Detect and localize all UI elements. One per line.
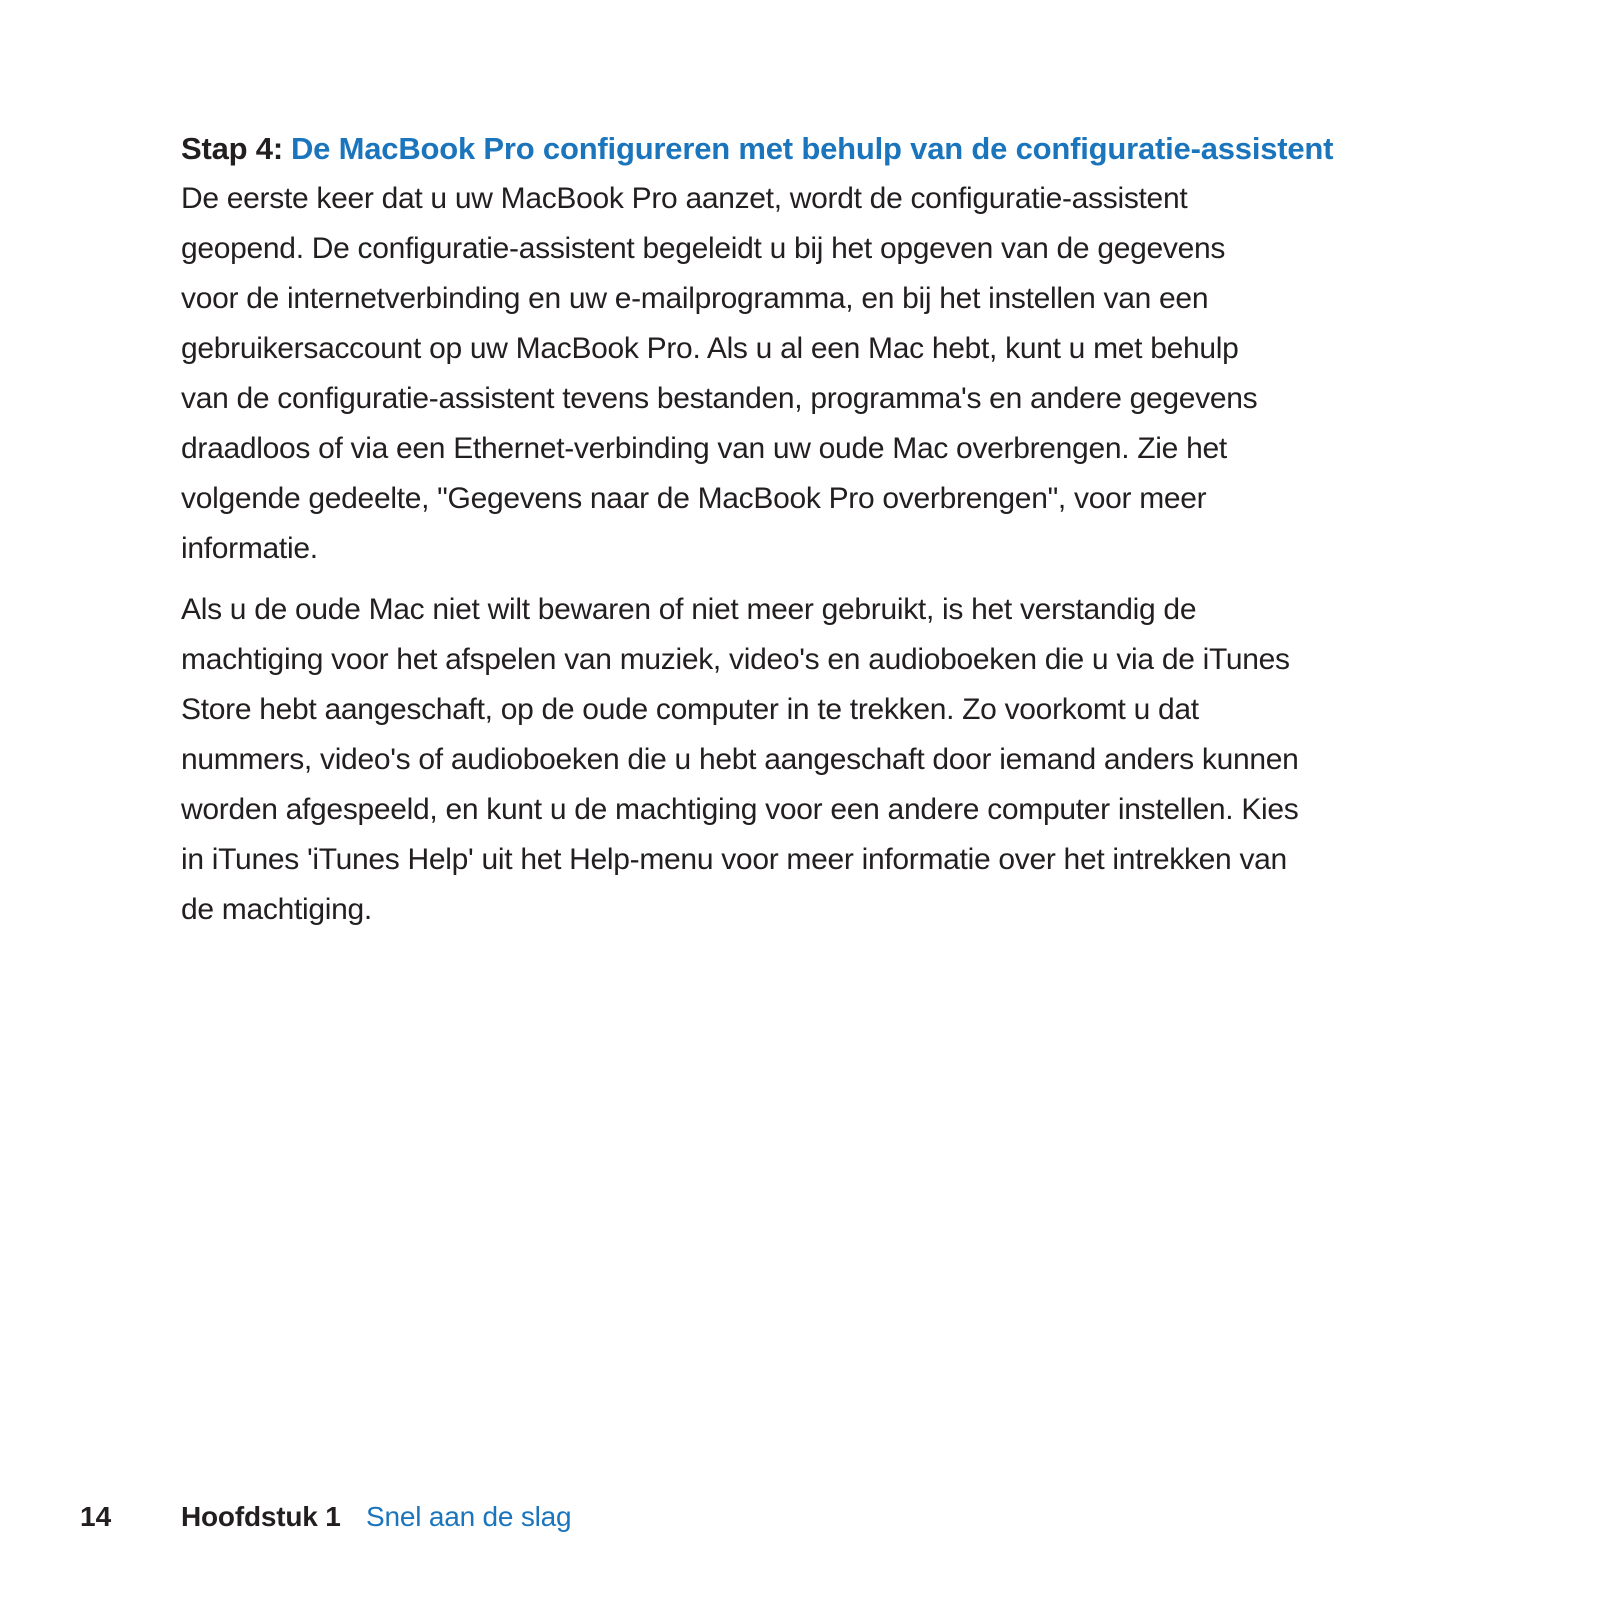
paragraph-line: van de configuratie-assistent tevens bestanden, programma's en andere gegevens: [181, 382, 1258, 415]
chapter-title: Snel aan de slag: [366, 1501, 572, 1532]
paragraph-line: worden afgespeeld, en kunt u de machtiging voor een andere computer instellen. Kies: [181, 793, 1299, 826]
paragraph-line: De eerste keer dat u uw MacBook Pro aanzet, wordt de configuratie-assistent: [181, 182, 1188, 215]
paragraph-line: draadloos of via een Ethernet-verbinding van uw oude Mac overbrengen. Zie het: [181, 432, 1227, 465]
page-content: [181, 124, 1461, 935]
paragraph-line: de machtiging.: [181, 893, 372, 926]
paragraph-line: volgende gedeelte, "Gegevens naar de MacBook Pro overbrengen", voor meer: [181, 482, 1207, 515]
page-footer: [0, 1492, 1600, 1542]
paragraph-line: voor de internetverbinding en uw e-mailprogramma, en bij het instellen van een: [181, 282, 1209, 315]
paragraph-line: Als u de oude Mac niet wilt bewaren of niet meer gebruikt, is het verstandig de: [181, 593, 1197, 626]
body-paragraph-1: [181, 174, 1461, 574]
paragraph-line: in iTunes 'iTunes Help' uit het Help-menu voor meer informatie over het intrekken van: [181, 843, 1287, 876]
paragraph-line: nummers, video's of audioboeken die u hebt aangeschaft door iemand anders kunnen: [181, 743, 1299, 776]
paragraph-line: informatie.: [181, 532, 318, 565]
chapter-label: Hoofdstuk 1: [181, 1501, 341, 1532]
step-title: De MacBook Pro configureren met behulp van de configuratie-assistent: [290, 131, 1334, 166]
paragraph-line: Store hebt aangeschaft, op de oude computer in te trekken. Zo voorkomt u dat: [181, 693, 1199, 726]
paragraph-line: geopend. De configuratie-assistent begeleidt u bij het opgeven van de gegevens: [181, 232, 1226, 265]
body-paragraph-2: [181, 585, 1461, 935]
paragraph-line: gebruikersaccount op uw MacBook Pro. Als u al een Mac hebt, kunt u met behulp: [181, 332, 1239, 365]
page-number: 14: [80, 1501, 112, 1532]
paragraph-line: machtiging voor het afspelen van muziek, video's en audioboeken die u via de iTunes: [181, 643, 1290, 676]
section-heading: [181, 124, 1461, 174]
step-label: Stap 4:: [181, 131, 283, 166]
